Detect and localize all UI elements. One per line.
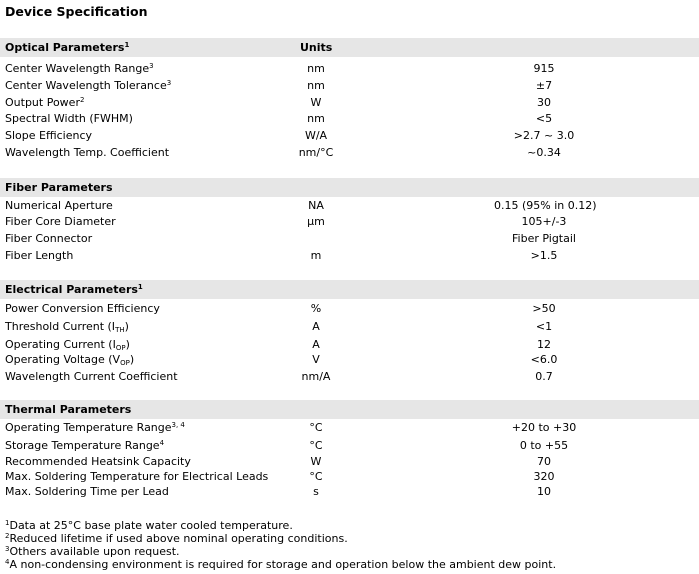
param-unit: %: [310, 302, 322, 315]
param-label: Storage Temperature Range: [5, 439, 160, 452]
footnote-mark: 3: [149, 62, 154, 70]
table-row: [0, 77, 699, 94]
param-name: [5, 318, 129, 335]
param-label-end: ): [129, 353, 135, 366]
param-unit: m: [310, 249, 322, 262]
section-title: Fiber Parameters: [5, 181, 113, 194]
param-value: 12: [537, 338, 551, 351]
param-label: Fiber Length: [5, 249, 74, 262]
param-value: 0.7: [535, 370, 553, 383]
table-row: [0, 94, 699, 111]
param-name: [5, 437, 164, 454]
section-title: Optical Parameters: [5, 41, 125, 54]
param-label: Operating Voltage (V: [5, 353, 121, 366]
footnote: [5, 532, 348, 545]
page-title: Device Specification: [5, 4, 148, 19]
param-subscript: OP: [120, 359, 130, 367]
param-name: [5, 110, 133, 127]
param-unit: nm: [307, 79, 325, 92]
param-value: Fiber Pigtail: [512, 232, 576, 245]
param-label-end: ): [124, 320, 129, 333]
param-value: 10: [537, 485, 551, 498]
param-label: Threshold Current (I: [5, 320, 116, 333]
table-row: [0, 60, 699, 77]
param-unit: nm: [307, 62, 325, 75]
param-label-end: ): [125, 338, 130, 351]
param-label: Operating Current (I: [5, 338, 116, 351]
footnote-mark: 4: [5, 558, 10, 566]
param-value: <5: [535, 112, 553, 125]
param-value: >50: [532, 302, 556, 315]
param-name: [5, 127, 92, 144]
table-row: [0, 483, 699, 500]
section-title: Electrical Parameters: [5, 283, 138, 296]
units-header: Units: [300, 41, 333, 54]
section-title: Thermal Parameters: [5, 403, 132, 416]
param-name: [5, 483, 169, 500]
table-row: [0, 318, 699, 335]
param-value: 105+/-3: [521, 215, 567, 228]
param-value: <6.0: [530, 353, 558, 366]
param-name: [5, 300, 160, 317]
param-unit: °C: [309, 470, 323, 483]
param-value: 0.15 (95% in 0.12): [494, 199, 597, 212]
param-value: 70: [537, 455, 551, 468]
footnote-mark: 3: [166, 79, 172, 87]
param-name: [5, 368, 178, 385]
footnote-mark: 3: [5, 545, 10, 553]
footnote-mark: 2: [5, 532, 10, 540]
footnote-text: A non-condensing environment is required for storage and operation below the ambient dew point.: [9, 558, 557, 571]
table-row: [0, 351, 699, 368]
param-label: Numerical Aperture: [5, 199, 113, 212]
param-unit: A: [312, 338, 320, 351]
section-header-fiber: [0, 178, 699, 197]
param-name: [5, 94, 84, 111]
param-label: Slope Efficiency: [5, 129, 93, 142]
param-label: Wavelength Current Coefficient: [5, 370, 178, 383]
footnote-mark: 2: [79, 96, 85, 104]
param-name: [5, 230, 92, 247]
param-value: ~0.34: [527, 146, 561, 159]
param-value: >1.5: [530, 249, 558, 262]
param-value: <1: [535, 320, 553, 333]
param-value: 915: [533, 62, 555, 75]
param-label: Output Power: [5, 96, 80, 109]
param-value: >2.7 ~ 3.0: [513, 129, 575, 142]
table-row: [0, 419, 699, 436]
param-unit: NA: [308, 199, 324, 212]
param-unit: μm: [307, 215, 325, 228]
param-name: [5, 77, 171, 94]
footnote: [5, 545, 180, 558]
param-label: Center Wavelength Tolerance: [5, 79, 167, 92]
param-value: 30: [537, 96, 551, 109]
param-value: 0 to +55: [519, 439, 569, 452]
section-header-optical: [0, 38, 699, 57]
section-header-electrical: [0, 280, 699, 299]
table-row: [0, 300, 699, 317]
table-row: [0, 144, 699, 161]
table-row: [0, 197, 699, 214]
param-name: [5, 247, 73, 264]
param-label: Center Wavelength Range: [5, 62, 150, 75]
param-name: [5, 197, 113, 214]
table-row: [0, 213, 699, 230]
param-unit: s: [313, 485, 319, 498]
param-unit: A: [312, 320, 320, 333]
table-row: [0, 110, 699, 127]
param-label: Spectral Width (FWHM): [5, 112, 133, 125]
footnote-text: Others available upon request.: [9, 545, 180, 558]
param-unit: nm/°C: [298, 146, 334, 159]
footnote-mark: 1: [124, 41, 130, 49]
param-name: [5, 144, 169, 161]
param-label: Max. Soldering Time per Lead: [5, 485, 169, 498]
footnote: [5, 558, 556, 571]
param-name: [5, 351, 134, 368]
param-unit: °C: [309, 421, 323, 434]
table-row: [0, 437, 699, 454]
param-unit: °C: [309, 439, 323, 452]
table-row: [0, 230, 699, 247]
footnote: [5, 519, 293, 532]
param-unit: nm: [307, 112, 325, 125]
param-label: Recommended Heatsink Capacity: [5, 455, 191, 468]
param-unit: V: [312, 353, 320, 366]
table-row: [0, 127, 699, 144]
footnote-mark: 1: [137, 283, 143, 291]
param-unit: W: [310, 455, 322, 468]
param-name: [5, 60, 154, 77]
param-label: Max. Soldering Temperature for Electrical Leads: [5, 470, 269, 483]
param-unit: nm/A: [301, 370, 331, 383]
section-header-thermal: [0, 400, 699, 419]
param-label: Operating Temperature Range: [5, 421, 172, 434]
param-subscript: TH: [115, 326, 125, 334]
param-value: +20 to +30: [511, 421, 577, 434]
param-label: Fiber Core Diameter: [5, 215, 116, 228]
param-value: ±7: [535, 79, 553, 92]
table-row: [0, 368, 699, 385]
footnote-text: Data at 25°C base plate water cooled temperature.: [9, 519, 293, 532]
param-value: 320: [533, 470, 555, 483]
param-unit: W: [310, 96, 322, 109]
footnote-text: Reduced lifetime if used above nominal operating conditions.: [9, 532, 348, 545]
table-row: [0, 247, 699, 264]
footnote-mark: 1: [5, 519, 10, 527]
footnote-mark: 3, 4: [171, 421, 185, 429]
param-label: Fiber Connector: [5, 232, 93, 245]
param-name: [5, 419, 185, 436]
footnote-mark: 4: [159, 439, 165, 447]
param-label: Power Conversion Efficiency: [5, 302, 160, 315]
param-label: Wavelength Temp. Coefficient: [5, 146, 170, 159]
param-unit: W/A: [304, 129, 328, 142]
param-subscript: OP: [115, 344, 126, 352]
param-name: [5, 213, 116, 230]
